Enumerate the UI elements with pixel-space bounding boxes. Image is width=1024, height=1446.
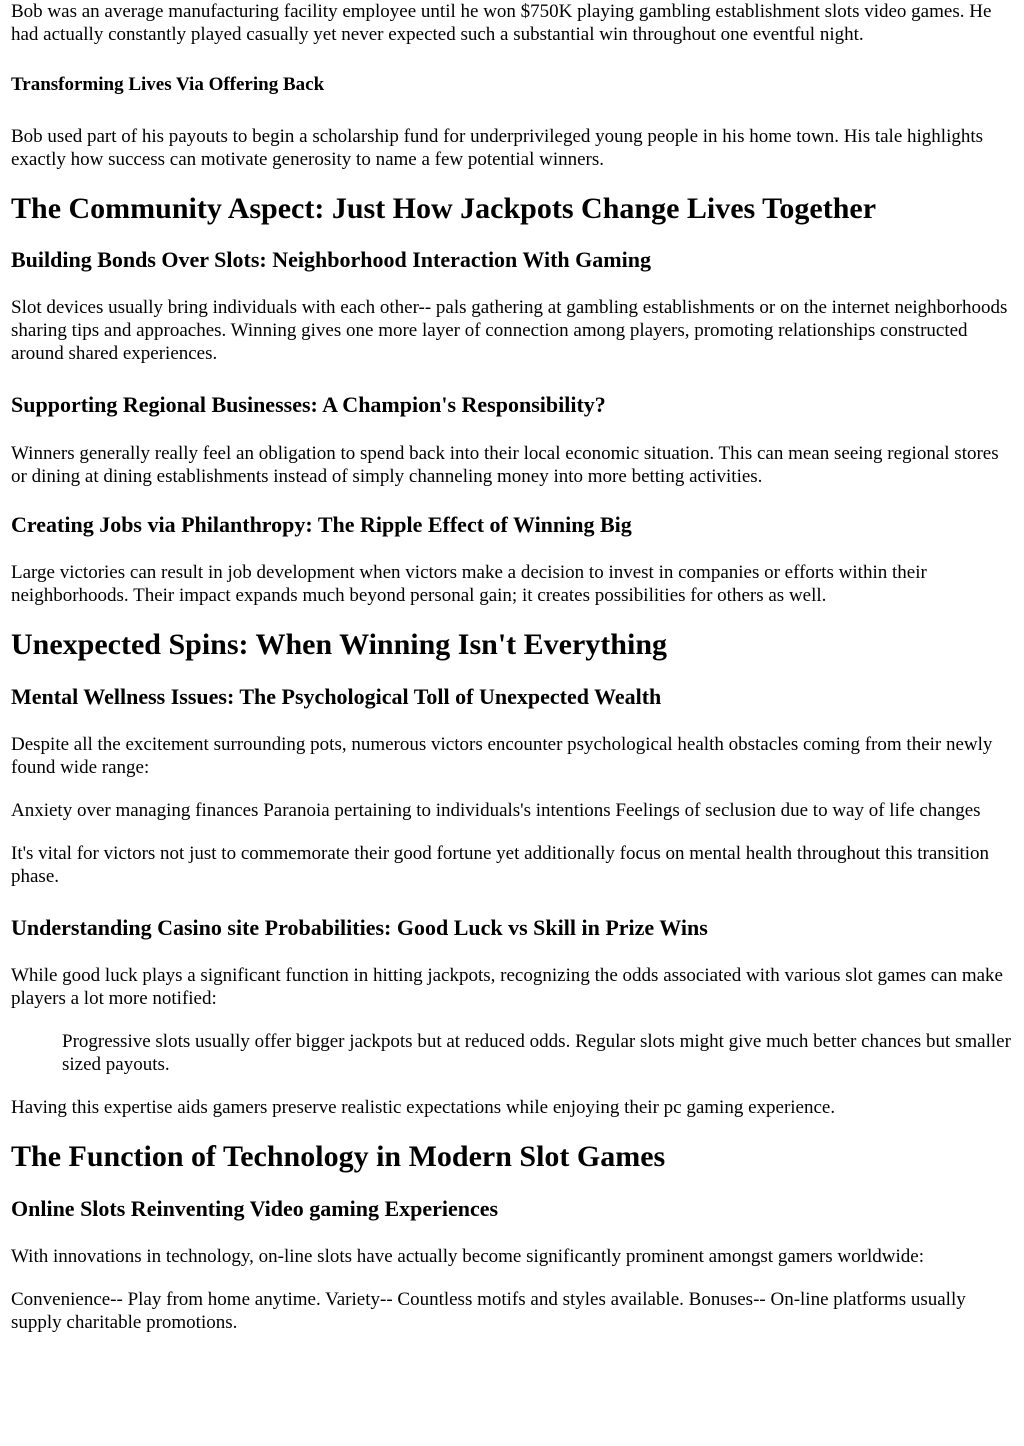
heading-unexpected-spins: Unexpected Spins: When Winning Isn't Everything	[11, 628, 668, 661]
paragraph-expertise: Having this expertise aids gamers preserve realistic expectations while enjoying their pc gaming experience.	[11, 1097, 836, 1118]
blockquote-progressive-slots: Progressive slots usually offer bigger jackpots but at reduced odds. Regular slots might give much better chances but smaller sized payouts.	[62, 1031, 1011, 1075]
paragraph-odds-intro: While good luck plays a significant function in hitting jackpots, recognizing the odds associated with various slot games can make players a lot more notified:	[11, 965, 1003, 1009]
paragraph-innovations: With innovations in technology, on-line slots have actually become significantly prominent amongst gamers worldwide:	[11, 1246, 924, 1267]
paragraph-psych-obstacles: Despite all the excitement surrounding pots, numerous victors encounter psychological health obstacles coming from their newly found wide range:	[11, 734, 993, 778]
paragraph-mental-health: It's vital for victors not just to commemorate their good fortune yet additionally focus on mental health throughout this transition phase.	[11, 843, 990, 887]
heading-transforming-lives: Transforming Lives Via Offering Back	[11, 74, 325, 95]
heading-building-bonds: Building Bonds Over Slots: Neighborhood Interaction With Gaming	[11, 247, 651, 272]
heading-technology: The Function of Technology in Modern Slot Games	[11, 1140, 666, 1173]
heading-online-slots: Online Slots Reinventing Video gaming Experiences	[11, 1196, 499, 1221]
paragraph-local-economy: Winners generally really feel an obligation to spend back into their local economic situation. This can mean seeing regional stores or dining at dining establishments instead of simply channeling money into more betting activities.	[11, 443, 999, 487]
heading-mental-wellness: Mental Wellness Issues: The Psychological Toll of Unexpected Wealth	[11, 684, 662, 709]
heading-creating-jobs: Creating Jobs via Philanthropy: The Ripple Effect of Winning Big	[11, 512, 632, 537]
heading-casino-probabilities: Understanding Casino site Probabilities: Good Luck vs Skill in Prize Wins	[11, 915, 708, 940]
paragraph-anxiety-list: Anxiety over managing finances Paranoia pertaining to individuals's intentions Feelings of seclusion due to way of life changes	[11, 800, 981, 821]
heading-community-aspect: The Community Aspect: Just How Jackpots Change Lives Together	[11, 192, 877, 225]
paragraph-convenience: Convenience-- Play from home anytime. Variety-- Countless motifs and styles available. Bonuses-- On-line platforms usually supply charitable promotions.	[11, 1289, 966, 1333]
paragraph-job-development: Large victories can result in job development when victors make a decision to invest in companies or efforts within their neighborhoods. Their impact expands much beyond personal gain; it creates possibilities for others as well.	[11, 562, 927, 606]
paragraph-scholarship: Bob used part of his payouts to begin a scholarship fund for underprivileged young people in his home town. His tale highlights exactly how success can motivate generosity to name a few potential winners.	[11, 126, 984, 170]
paragraph-slot-community: Slot devices usually bring individuals with each other-- pals gathering at gambling establishments or on the internet neighborhoods sharing tips and approaches. Winning gives one more layer of connection among players, promoting relationships constructed around shared experiences.	[11, 297, 1008, 364]
heading-regional-businesses: Supporting Regional Businesses: A Champion's Responsibility?	[11, 392, 606, 417]
paragraph-bob-win: Bob was an average manufacturing facility employee until he won $750K playing gambling establishment slots video games. He had actually constantly played casually yet never expected such a substantial win throughout one eventful night.	[11, 1, 992, 45]
